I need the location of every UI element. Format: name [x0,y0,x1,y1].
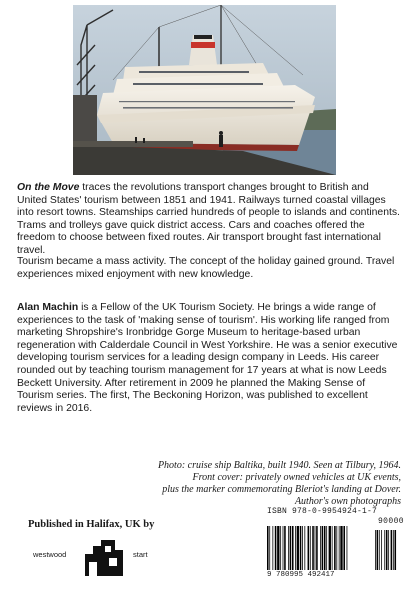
barcode-bar [277,526,279,570]
barcode-bar [302,526,303,570]
barcode-bar [297,526,299,570]
barcode-bar [300,526,302,570]
barcode-bar [320,526,321,570]
barcode-bar [326,526,327,570]
book-description: traces the revolutions transport changes brought to British and United States' tourism between 1851 and 1941. Railways turned coastal villages into resort towns. Steamships carried hundreds of people to islands and continents. Trams and trolleys gave quick district access. Cars and coaches offered the freedom to choose between fixed routes. Air transport brought fast international travel. [17,182,400,256]
barcode-addon-bar [375,530,376,570]
barcode-bar [316,526,318,570]
barcode-bar [334,526,336,570]
barcode-bar [295,526,296,570]
barcode-bar [269,526,270,570]
photo-credits [71,460,401,508]
barcode-bar [292,526,294,570]
barcode-addon-bar [393,530,394,570]
barcode-bar [280,526,281,570]
barcode-addon-bar [391,530,393,570]
barcode-bar [324,526,326,570]
barcode-bar [322,526,324,570]
barcode-bar [347,526,348,570]
blurb-paragraph-book [17,182,401,258]
author-bio [17,302,401,415]
barcode-bar [339,526,340,570]
publisher-mark-icon [81,536,125,576]
barcode-addon-bar [395,530,397,570]
barcode-bar [310,526,311,570]
barcode-bar [284,526,286,570]
caption-line: Front cover: privately owned vehicles at UK events, [192,472,401,483]
publisher-logo-right-text: start [133,550,148,559]
barcode-bar [343,526,345,570]
barcode-addon-bar [384,530,385,570]
published-line: Published in Halifax, UK by [28,519,155,530]
barcode-addon-bar [379,530,380,570]
barcode-bar [315,526,316,570]
barcode-bar [288,526,289,570]
isbn-barcode [267,507,404,581]
caption-line: Photo: cruise ship Baltika, built 1940. Seen at Tilbury, 1964. [157,460,401,471]
tourism-text: Tourism became a mass activity. The concept of the holiday gained ground. Travel experiences mixed enjoyment with new knowledge. [17,256,395,280]
isbn-number: ISBN 978-0-9954924-1-7 [267,507,378,516]
author-name: Alan Machin [17,302,79,313]
barcode-bar [336,526,337,570]
barcode-bar [332,526,333,570]
caption-line: plus the marker commemorating Bleriot's landing at Dover. [162,484,401,495]
price-code: 90000 [377,517,404,526]
barcode-bar [275,526,277,570]
barcode-bar [312,526,314,570]
barcode-bar [304,526,305,570]
barcode-addon-bar [386,530,388,570]
book-title: On the Move [17,182,80,193]
cover-photo-ship [73,5,336,175]
publisher-logo-left-text: westwood [33,550,67,559]
barcode-digits: 9 780995 492417 [267,571,335,579]
caption-line: Author's own photographs [294,496,401,507]
barcode-bar [283,526,284,570]
barcode-bar [329,526,331,570]
barcode-bar [308,526,310,570]
barcode-addon-bar [377,530,379,570]
blurb-paragraph-tourism [17,256,401,281]
barcode-addon-bar [388,530,389,570]
author-bio-text: is a Fellow of the UK Tourism Society. He brings a wide range of experiences to the task of 'making sense of tourism'. His working life ranged from marketing Shropshire's Ironbridge Gorge Museum to heritage-based urban regeneration with Calderdale Council in West Yorkshire. He was a senior executive developing tourism services for a leading design company in Leeds. His career rounded out by teaching tourism management for 17 years at what is now Leeds Beckett University. After retirement in 2009 he planned the Making Sense of Tourism series. The first, The Beckoning Horizon, was published to excellent reviews in 2016. [17,302,398,414]
barcode-bars [267,526,404,570]
barcode-bar [290,526,292,570]
publisher-logo [33,536,163,578]
barcode-bar [272,526,273,570]
barcode-bar [340,526,342,570]
barcode-bar [267,526,269,570]
barcode-addon-bar [381,530,382,570]
